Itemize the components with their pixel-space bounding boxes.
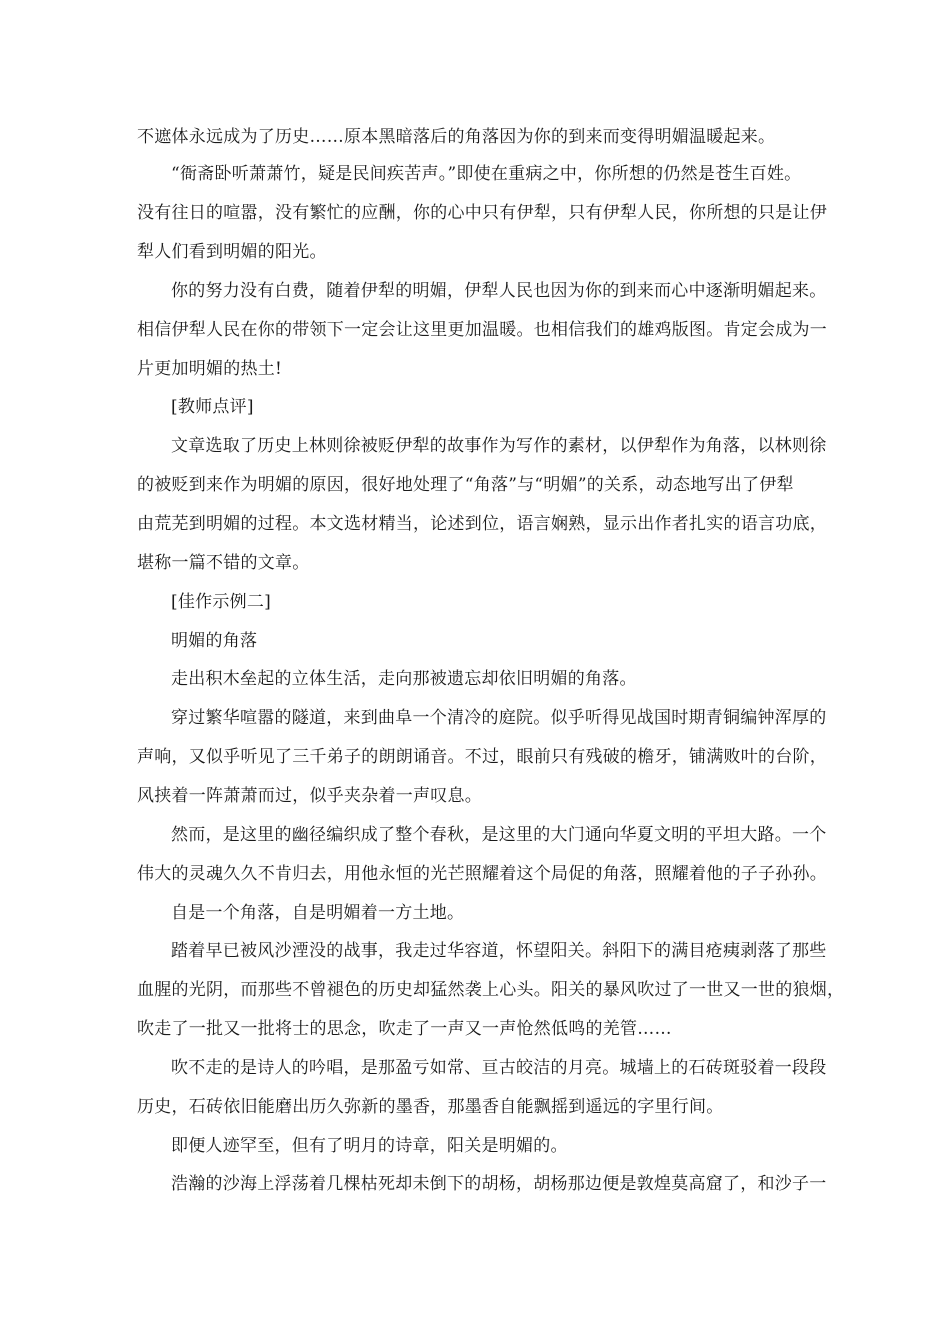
paragraph-line: 即便人迹罕至，但有了明月的诗章，阳关是明媚的。 — [171, 1136, 568, 1156]
paragraph-line: 历史，石砖依旧能磨出历久弥新的墨香，那墨香自能飘摇到遥远的字里行间。 — [137, 1097, 724, 1117]
paragraph-line: “衙斋卧听萧萧竹，疑是民间疾苦声。”即使在重病之中，你所想的仍然是苍生百姓。 — [171, 164, 802, 184]
paragraph-line: 没有往日的喧嚣，没有繁忙的应酬，你的心中只有伊犁，只有伊犁人民，你所想的只是让伊 — [137, 203, 827, 223]
paragraph-line: 吹不走的是诗人的吟唱，是那盈亏如常、亘古皎洁的月亮。城墙上的石砖斑驳着一段段 — [171, 1058, 827, 1078]
paragraph-line: 不遮体永远成为了历史……原本黑暗落后的角落因为你的到来而变得明媚温暖起来。 — [137, 127, 776, 147]
section-heading: [佳作示例二] — [171, 592, 272, 612]
paragraph-line: 你的努力没有白费，随着伊犁的明媚，伊犁人民也因为你的到来而心中逐渐明媚起来。 — [171, 281, 827, 301]
paragraph-line: 走出积木垒起的立体生活，走向那被遗忘却依旧明媚的角落。 — [171, 669, 637, 689]
paragraph-line: 然而，是这里的幽径编织成了整个春秋，是这里的大门通向华夏文明的平坦大路。一个 — [171, 825, 827, 845]
paragraph-line: 伟大的灵魂久久不肯归去，用他永恒的光芒照耀着这个局促的角落，照耀着他的子子孙孙。 — [137, 864, 827, 884]
paragraph-line: 相信伊犁人民在你的带领下一定会让这里更加温暖。也相信我们的雄鸡版图。肯定会成为一 — [137, 320, 827, 340]
paragraph-line: 血腥的光阴，而那些不曾褪色的历史却猛然袭上心头。阳关的暴风吹过了一世又一世的狼烟， — [137, 980, 845, 1000]
paragraph-line: 浩瀚的沙海上浮荡着几棵枯死却未倒下的胡杨，胡杨那边便是敦煌莫高窟了，和沙子一 — [171, 1174, 827, 1194]
essay-title: 明媚的角落 — [171, 631, 258, 651]
paragraph-line: 由荒芜到明媚的过程。本文选材精当，论述到位，语言娴熟，显示出作者扎实的语言功底， — [137, 514, 827, 534]
paragraph-line: 风挟着一阵萧萧而过，似乎夹杂着一声叹息。 — [137, 786, 482, 806]
paragraph-line: 的被贬到来作为明媚的原因，很好地处理了“角落”与“明媚”的关系，动态地写出了伊犁 — [137, 475, 794, 495]
paragraph-line: 穿过繁华喧嚣的隧道，来到曲阜一个清冷的庭院。似乎听得见战国时期青铜编钟浑厚的 — [171, 708, 827, 728]
paragraph-line: 犁人们看到明媚的阳光。 — [137, 242, 327, 262]
paragraph-line: 片更加明媚的热土! — [137, 359, 283, 379]
section-heading: [教师点评] — [171, 397, 254, 417]
paragraph-line: 吹走了一批又一批将士的思念，吹走了一声又一声怆然低鸣的羌管…… — [137, 1019, 672, 1039]
paragraph-line: 堪称一篇不错的文章。 — [137, 553, 310, 573]
paragraph-line: 自是一个角落，自是明媚着一方土地。 — [171, 903, 465, 923]
paragraph-line: 声响，又似乎听见了三千弟子的朗朗诵音。不过，眼前只有残破的檐牙，铺满败叶的台阶， — [137, 747, 827, 767]
paragraph-line: 文章选取了历史上林则徐被贬伊犁的故事作为写作的素材，以伊犁作为角落，以林则徐 — [171, 436, 827, 456]
paragraph-line: 踏着早已被风沙湮没的战事，我走过华容道，怀望阳关。斜阳下的满目疮痍剥落了那些 — [171, 941, 827, 961]
